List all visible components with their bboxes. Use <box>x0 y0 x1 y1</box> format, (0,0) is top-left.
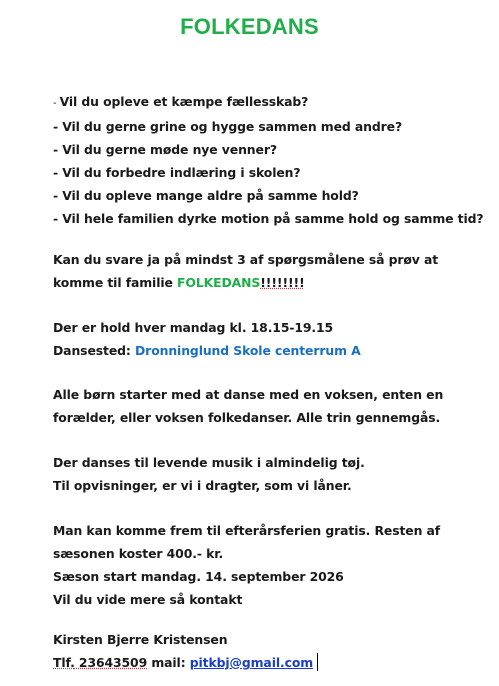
phone-label: Tlf. <box>53 655 75 670</box>
price-line-2: sæsonen koster 400.- kr. <box>53 546 224 561</box>
music-line-1: Der danses til levende musik i almindelig tøj. <box>53 455 365 470</box>
children-section <box>53 383 493 429</box>
question-6: - Vil hele familien dyrke motion på samme hold og samme tid? <box>53 211 484 226</box>
schedule-section <box>53 316 493 362</box>
contact-details <box>53 651 493 674</box>
price-section <box>53 519 493 611</box>
mail-label: mail: <box>147 655 190 670</box>
schedule-time: Der er hold hver mandag kl. 18.15-19.15 <box>53 320 334 335</box>
cta-line-2 <box>53 271 493 294</box>
music-line-2: Til opvisninger, er vi i dragter, som vi låner. <box>53 478 352 493</box>
cta-brand: FOLKEDANS <box>177 275 261 290</box>
contact-name: Kirsten Bjerre Kristensen <box>53 632 228 647</box>
cta-line-2-text: komme til familie <box>53 275 178 290</box>
phone-value: 23643509 <box>74 655 148 670</box>
question-4: - Vil du forbedre indlæring i skolen? <box>53 165 301 180</box>
children-line-2: forælder, eller voksen folkedanser. Alle trin gennemgås. <box>53 410 441 425</box>
question-1-text: Vil du opleve et kæmpe fællesskab? <box>59 94 309 109</box>
email-link[interactable]: pitkbj@gmail.com <box>189 655 314 670</box>
questions-list <box>53 90 493 230</box>
children-line-1: Alle børn starter med at danse med en voksen, enten en <box>53 387 444 402</box>
music-section <box>53 451 493 497</box>
schedule-venue <box>53 339 493 362</box>
question-1-dash: - <box>53 98 60 109</box>
cta-line-1: Kan du svare ja på mindst 3 af spørgsmålene så prøv at <box>53 252 439 267</box>
contact-section <box>53 628 493 674</box>
venue-value: Dronninglund Skole centerrum A <box>135 343 361 358</box>
question-3: - Vil du gerne møde nye venner? <box>53 142 277 157</box>
cta-exclamations: !!!!!!!! <box>260 275 305 290</box>
question-1 <box>53 90 493 115</box>
question-2: - Vil du gerne grine og hygge sammen med andre? <box>53 119 403 134</box>
contact-prompt: Vil du vide mere så kontakt <box>53 592 243 607</box>
page-title: FOLKEDANS <box>180 14 319 39</box>
season-start: Sæson start mandag. 14. september 2026 <box>53 569 344 584</box>
venue-label: Dansested: <box>53 343 135 358</box>
call-to-action <box>53 248 493 294</box>
price-line-1: Man kan komme frem til efterårsferien gratis. Resten af <box>53 523 441 538</box>
text-cursor <box>317 653 318 671</box>
question-5: - Vil du opleve mange aldre på samme hold? <box>53 188 359 203</box>
